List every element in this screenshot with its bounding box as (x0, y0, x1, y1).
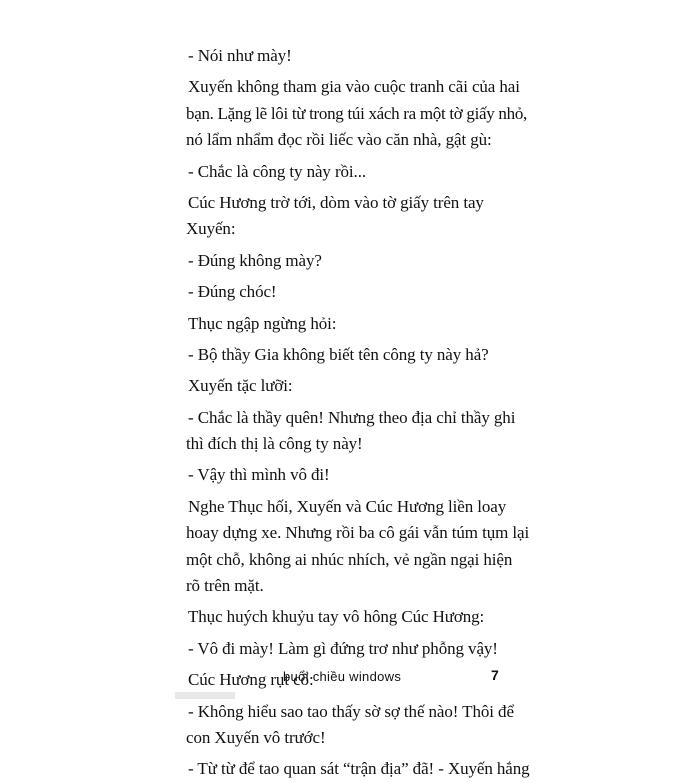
text-line: hoay dựng xe. Nhưng rồi ba cô gái vẫn túm tụm lại (186, 523, 530, 543)
text-line: Xuyến không tham gia vào cuộc tranh cãi của hai (188, 77, 520, 97)
text-line: Xuyến tặc lưỡi: (188, 376, 293, 396)
running-head: buổi chiều windows (283, 669, 402, 684)
text-line: Thục ngập ngừng hỏi: (188, 313, 337, 333)
text-line: thì đích thị là công ty này! (186, 434, 363, 454)
text-line: Cúc Hương trờ tới, dòm vào tờ giấy trên tay (188, 192, 484, 212)
text-line: - Nói như mày! (188, 46, 292, 65)
text-line: một chỗ, không ai nhúc nhích, vẻ ngần ngại hiện (186, 549, 513, 569)
page-footer (0, 669, 699, 687)
text-line: - Vậy thì mình vô đi! (188, 465, 330, 485)
text-line: - Chắc là công ty này rồi... (188, 161, 367, 181)
text-line: Nghe Thục hối, Xuyến và Cúc Hương liền loay (188, 496, 507, 516)
text-line: - Không hiểu sao tao thấy sờ sợ thế nào! Thôi để (188, 701, 514, 721)
text-line: - Vô đi mày! Làm gì đứng trơ như phỗng vậy! (188, 638, 498, 658)
text-line: nó lẩm nhẩm đọc rồi liếc vào căn nhà, gật gù: (186, 130, 492, 150)
page-edge-shadow (175, 692, 235, 699)
text-line: - Đúng chóc! (188, 282, 277, 302)
text-line: Cúc Hương rụt cổ: (188, 670, 314, 690)
text-line: con Xuyến vô trước! (186, 727, 326, 747)
text-line: - Chắc là thầy quên! Nhưng theo địa chỉ thầy ghi (188, 407, 516, 427)
page-number: 7 (491, 667, 499, 683)
text-line: - Đúng không mày? (188, 250, 322, 270)
text-line: - Bộ thầy Gia không biết tên công ty này hả? (188, 344, 489, 364)
text-line: Thục huých khuỷu tay vô hông Cúc Hương: (188, 607, 485, 627)
text-line: - Từ từ để tao quan sát “trận địa” đã! - Xuyến hắng (188, 759, 530, 779)
text-line: Xuyến: (186, 219, 236, 239)
text-line: rõ trên mặt. (186, 576, 264, 596)
text-line: bạn. Lặng lẽ lôi từ trong túi xách ra một tờ giấy nhỏ, (186, 103, 527, 123)
